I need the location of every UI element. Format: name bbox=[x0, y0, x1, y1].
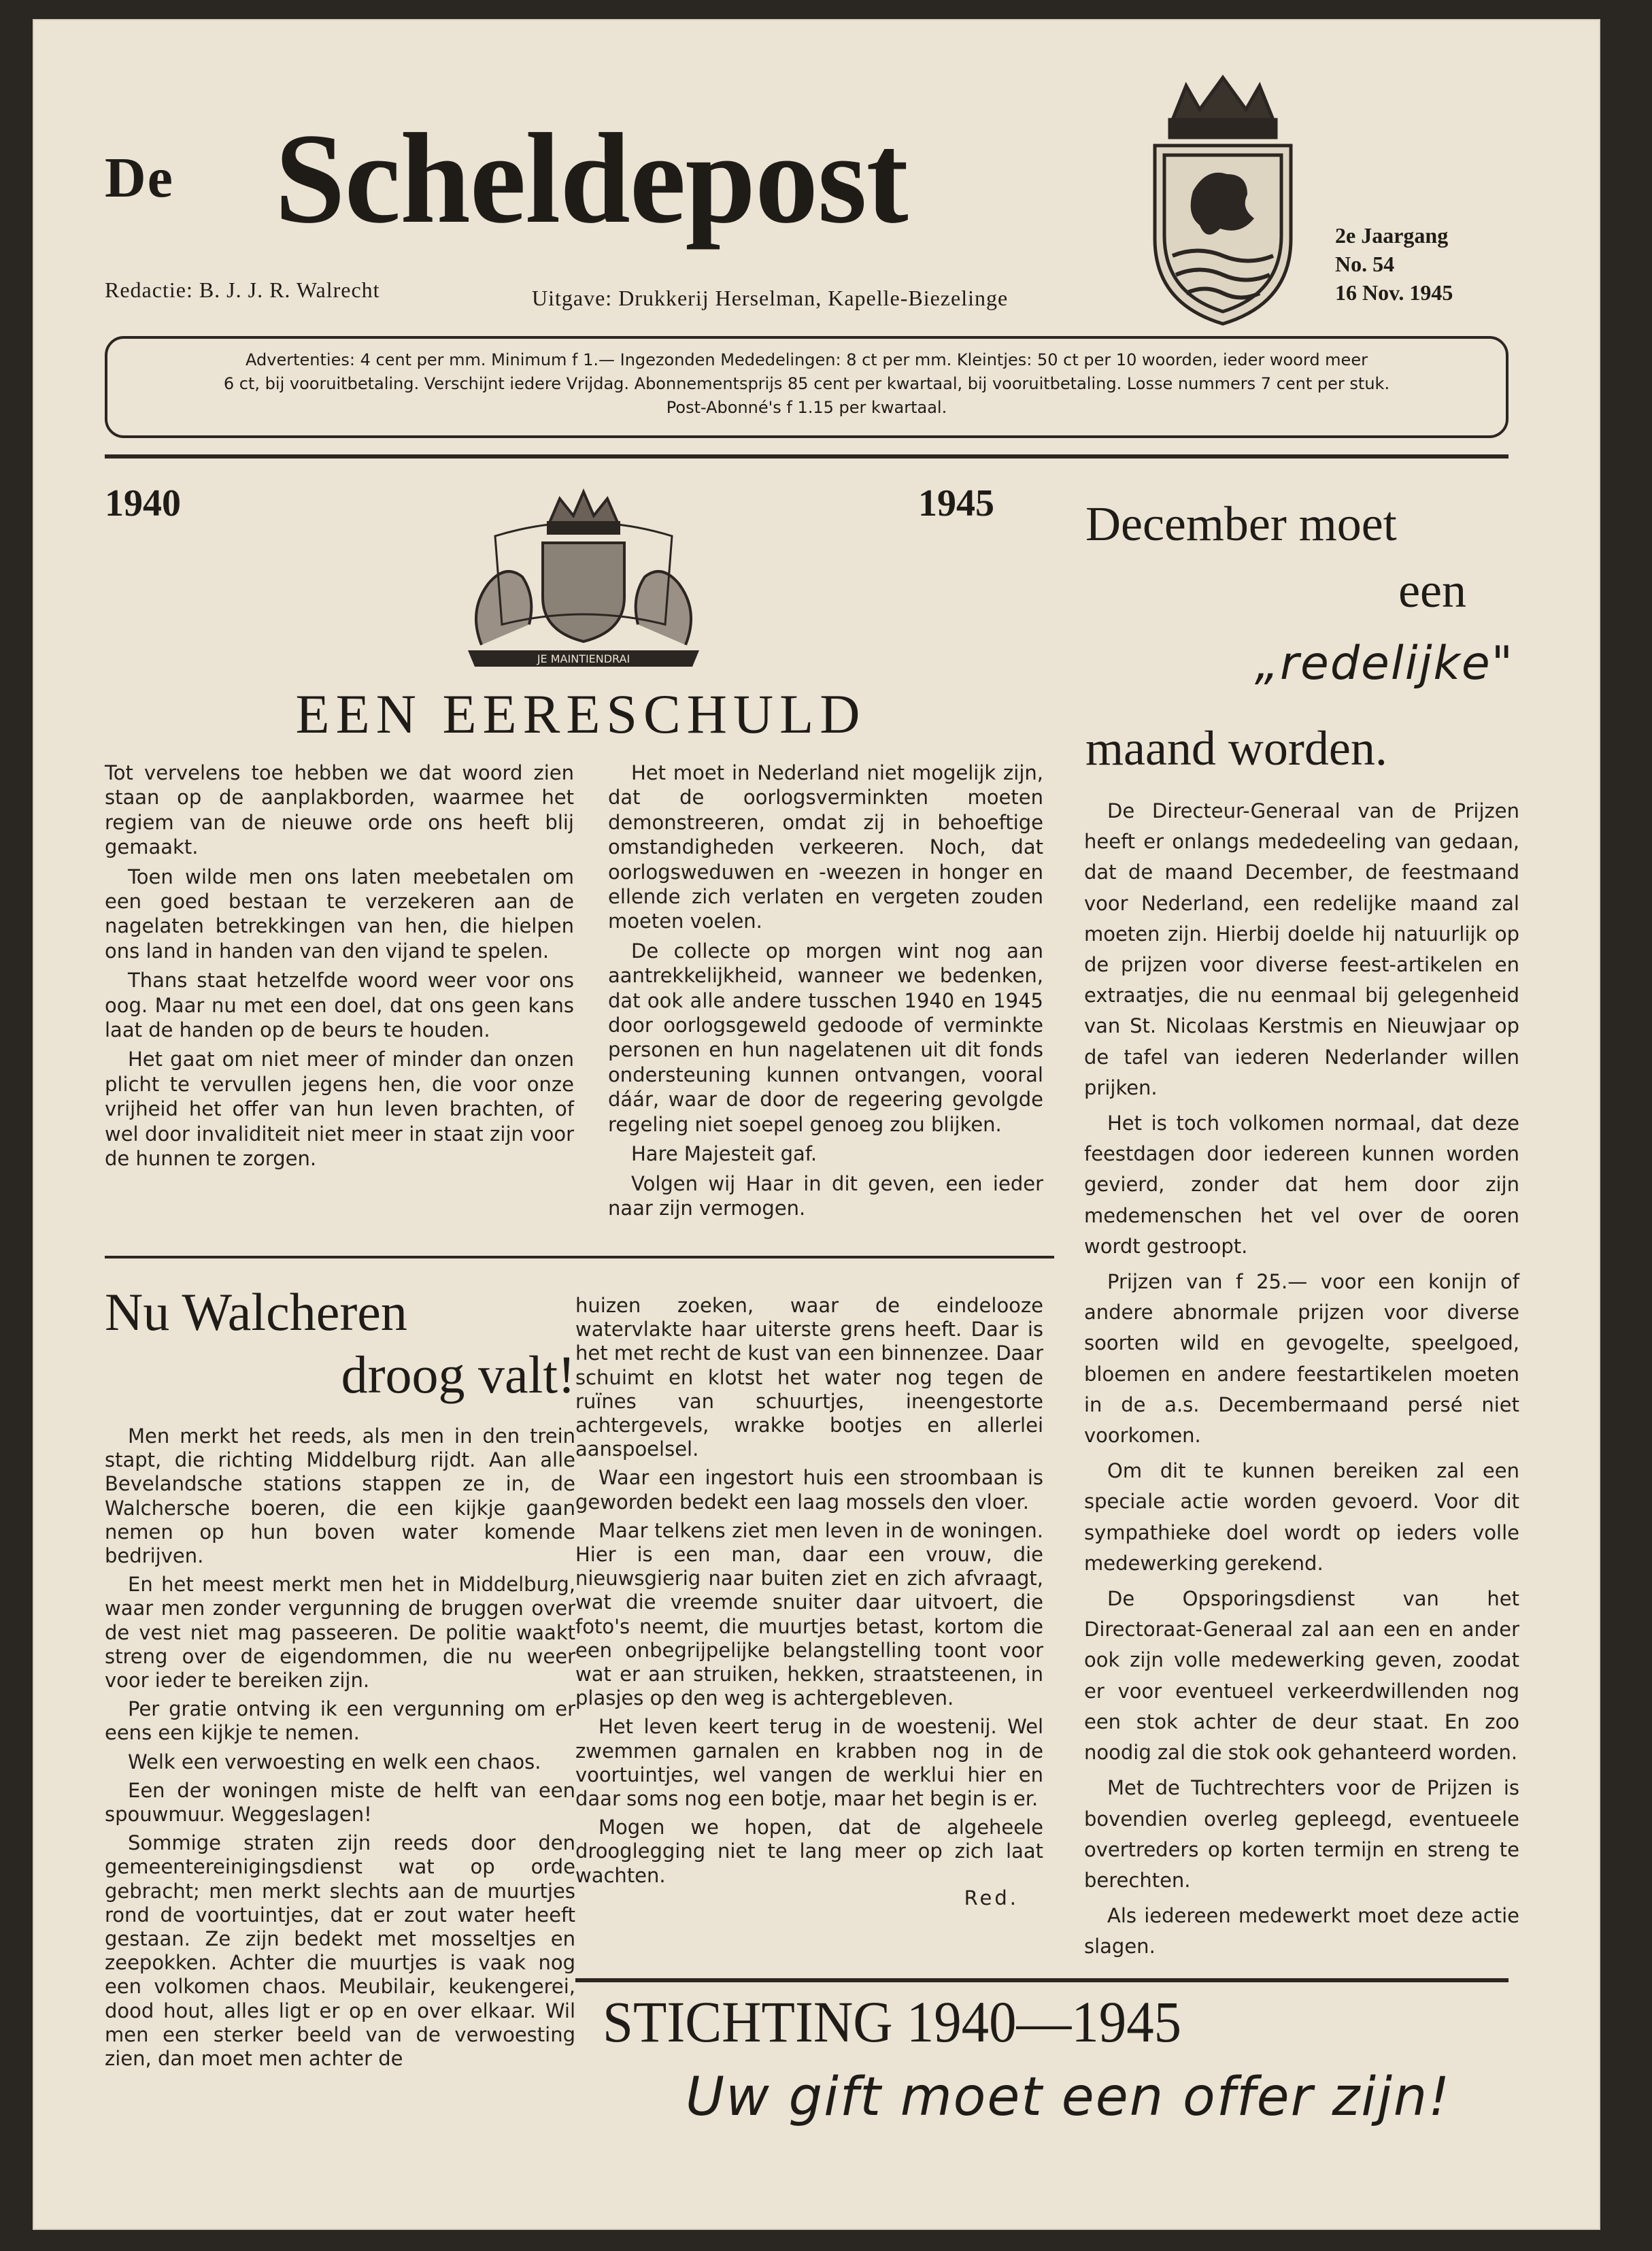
article1-column-2 bbox=[608, 761, 1043, 1225]
coat-of-arms-emblem bbox=[1145, 72, 1300, 331]
article1-col1-p1: Tot vervelens toe hebben we dat woord zien staan op de aanplakborden, waarmee het regiem van de nieuwe orde ons heeft blij gemaakt. bbox=[105, 761, 574, 859]
article2-headline-3: „redelijke" bbox=[1254, 637, 1514, 690]
subscription-notice-box bbox=[105, 336, 1508, 438]
article2-p2: Het is toch volkomen normaal, dat deze feestdagen door iedereen kunnen worden gevierd, zonder dat hem door zijn medemenschen het vel over de ooren wordt gestroopt. bbox=[1084, 1112, 1519, 1258]
notice-line-2: 6 ct, bij vooruitbetaling. Verschijnt iedere Vrijdag. Abonnementsprijs 85 cent per kwartaal, bij vooruitbetaling. Losse nummers 7 cent per stuk. bbox=[223, 374, 1390, 393]
year-right: 1945 bbox=[918, 482, 994, 524]
masthead-prefix: De bbox=[105, 146, 174, 210]
article3-headline-2: droog valt! bbox=[341, 1345, 575, 1404]
article2-p7: Als iedereen medewerkt moet deze actie slagen. bbox=[1084, 1904, 1519, 1958]
article3-col2-p4: Het leven keert terug in de woestenij. Wel zwemmen garnalen en krabben nog in de voortuintjes, wel vangen de werklui hier en daar soms nog een botje, maar het begin is er. bbox=[575, 1715, 1043, 1811]
article3-col1-p3: Per gratie ontving ik een vergunning om er eens een kijkje te nemen. bbox=[105, 1697, 575, 1745]
article2-p3: Prijzen van f 25.— voor een konijn of andere abnormale prijzen voor diverse soorten wild en gevogelte, speelgoed, bloemen en andere feestartikelen moeten in de a.s. Decembermaand persé niet voorkomen. bbox=[1084, 1270, 1519, 1448]
masthead-title: Scheldepost bbox=[275, 107, 908, 250]
article1-column-1 bbox=[105, 761, 574, 1176]
article2-p6: Met de Tuchtrechters voor de Prijzen is bovendien overleg gepleegd, eventueele overtreders op korten termijn en streng te berechten. bbox=[1084, 1776, 1519, 1892]
article2-p5: De Opsporingsdienst van het Directoraat-Generaal zal aan een en ander ook zijn volle medewerking geven, zoodat er voor eventueel verkeerdwillenden nog een stok achter de deur staat. En zoo noodig zal die stok ook gehanteerd worden. bbox=[1084, 1587, 1519, 1765]
article3-signature: Red. bbox=[964, 1886, 1019, 1910]
article1-col1-p2: Toen wilde men ons laten meebetalen om een goed bestaan te verzekeren aan de nagelaten betrekkingen van hen, die hielpen ons land in handen van den vijand te spelen. bbox=[105, 865, 574, 963]
article2-p1: De Directeur-Generaal van de Prijzen heeft er onlangs mededeeling van gedaan, dat de maand December, de feestmaand voor Nederland, een redelijke maand zal moeten zijn. Hierbij doelde hij natuurlijk op de prijzen voor diverse feest-artikelen en extraatjes, die nu eenmaal bij gelegenheid van St. Nicolaas Kerstmis en Nieuwjaar op de tafel van iederen Nederlander willen prijken. bbox=[1084, 799, 1519, 1099]
royal-motto: JE MAINTIENDRAI bbox=[537, 652, 630, 665]
article2-column bbox=[1084, 796, 1519, 1967]
masthead-publisher: Uitgave: Drukkerij Herselman, Kapelle-Biezelinge bbox=[532, 286, 1009, 310]
article1-divider bbox=[105, 1256, 1054, 1258]
header-divider bbox=[105, 454, 1508, 458]
banner-divider bbox=[575, 1978, 1508, 1982]
banner-slogan: Uw gift moet een offer zijn! bbox=[686, 2067, 1451, 2128]
article1-col2-p3: Hare Majesteit gaf. bbox=[631, 1142, 817, 1166]
article1-col2-p2: De collecte op morgen wint nog aan aantrekkelijkheid, wanneer we bedenken, dat ook alle andere tusschen 1940 en 1945 door oorlogsgeweld gedoode of verminkte personen en hun nagelatenen uit dit fonds ondersteuning kunnen ontvangen, vooral dáár, waar de door de regeering gevolgde regeling niet soepel genoeg zou blijken. bbox=[608, 939, 1043, 1136]
article3-col2-p2: Waar een ingestort huis een stroombaan is geworden bedekt een laag mossels den vloer. bbox=[575, 1466, 1043, 1514]
royal-coat-of-arms bbox=[441, 488, 726, 672]
article1-col2-p4: Volgen wij Haar in dit geven, een ieder naar zijn vermogen. bbox=[608, 1171, 1043, 1220]
article2-p4: Om dit te kunnen bereiken zal een speciale actie worden gevoerd. Voor dit sympathieke doel wordt op ieders volle medewerking gerekend. bbox=[1084, 1459, 1519, 1575]
year-left: 1940 bbox=[105, 482, 181, 524]
article3-col2-p3: Maar telkens ziet men leven in de woningen. Hier is een man, daar een vrouw, die nieuwsgierig naar buiten ziet en zich afvraagt, wat die vreemde snuiter daar uitvoert, die foto's neemt, die muurtjes betast, kortom die een onbegrijpelijke belangstelling toont voor wat er aan struiken, hekken, straatsteenen, in plasjes op den weg is achtergebleven. bbox=[575, 1518, 1043, 1710]
masthead-volume: 2e Jaargang bbox=[1335, 223, 1449, 248]
article1-col1-p3: Thans staat hetzelfde woord weer voor ons oog. Maar nu met een doel, dat ons geen kans laat de handen op de beurs te houden. bbox=[105, 969, 574, 1042]
article3-headline-1: Nu Walcheren bbox=[105, 1282, 407, 1341]
notice-line-1: Advertenties: 4 cent per mm. Minimum f 1.— Ingezonden Mededelingen: 8 ct per mm. Kleintjes: 50 ct per 10 woorden, ieder woord meer bbox=[246, 350, 1368, 369]
article3-column-2 bbox=[575, 1294, 1043, 1910]
article2-headline-4: maand worden. bbox=[1085, 721, 1387, 776]
banner-title: STICHTING 1940—1945 bbox=[603, 1989, 1182, 2054]
article3-col2-p5: Mogen we hopen, dat de algeheele drooglegging niet te lang meer op zich laat wachten. bbox=[575, 1816, 1043, 1887]
article2-headline-1: December moet bbox=[1085, 497, 1397, 551]
article3-col1-p2: En het meest merkt men het in Middelburg, waar men zonder vergunning de bruggen over de vest niet mag passeeren. De politie waakt streng over de eigendommen, die nu weer voor ieder te bereiken zijn. bbox=[105, 1573, 575, 1693]
article3-col2-p1: huizen zoeken, waar de eindelooze watervlakte haar uiterste grens heeft. Daar is het met recht de kust van een binnenzee. Daar schuimt en klotst het water nog tegen de ruïnes van schuurtjes, ineengestorte achtergevels, wrakke bootjes en allerlei aanspoelsel. bbox=[575, 1294, 1043, 1461]
article2-headline-2: een bbox=[1398, 563, 1466, 618]
masthead-number: No. 54 bbox=[1335, 252, 1395, 276]
masthead-date: 16 Nov. 1945 bbox=[1335, 280, 1453, 305]
article3-col1-p6: Sommige straten zijn reeds door den gemeentereinigingsdienst wat op orde gebracht; men merkt slechts aan de muurtjes rond de voortuintjes, dat er zout water heeft gestaan. Ze zijn bedekt met mosseltjes en zeepokken. Achter die muurtjes is vaak nog een volkomen chaos. Meubilair, keukengerei, dood hout, alles ligt er op en over elkaar. Wil men een sterker beeld van de verwoesting zien, dan moet men achter de bbox=[105, 1831, 575, 2071]
article3-column-1 bbox=[105, 1424, 575, 2075]
notice-line-3: Post-Abonné's f 1.15 per kwartaal. bbox=[666, 398, 947, 417]
article3-col1-p4: Welk een verwoesting en welk een chaos. bbox=[128, 1750, 541, 1773]
article1-col2-p1: Het moet in Nederland niet mogelijk zijn, dat de oorlogsverminkten moeten demonstreeren, omdat zij in behoeftige omstandigheden verkeeren. Noch, dat oorlogsweduwen en -weezen in honger en ellende zich verlaten en vergeten zouden moeten voelen. bbox=[608, 761, 1043, 933]
article3-col1-p1: Men merkt het reeds, als men in den trein stapt, die richting Middelburg rijdt. Aan alle Bevelandsche stations stappen ze in, de Walchersche boeren, die een kijkje gaan nemen op hun boven water komende bedrijven. bbox=[105, 1424, 575, 1568]
article3-col1-p5: Een der woningen miste de helft van een spouwmuur. Weggeslagen! bbox=[105, 1778, 575, 1827]
newspaper-page bbox=[33, 19, 1600, 2230]
masthead-editor: Redactie: B. J. J. R. Walrecht bbox=[105, 278, 380, 302]
article1-headline: EEN EERESCHULD bbox=[295, 683, 866, 745]
article1-col1-p4: Het gaat om niet meer of minder dan onzen plicht te vervullen jegens hen, die voor onze vrijheid het offer van hun leven brachten, of wel door invaliditeit niet meer in staat zijn voor de hunnen te zorgen. bbox=[105, 1048, 574, 1171]
